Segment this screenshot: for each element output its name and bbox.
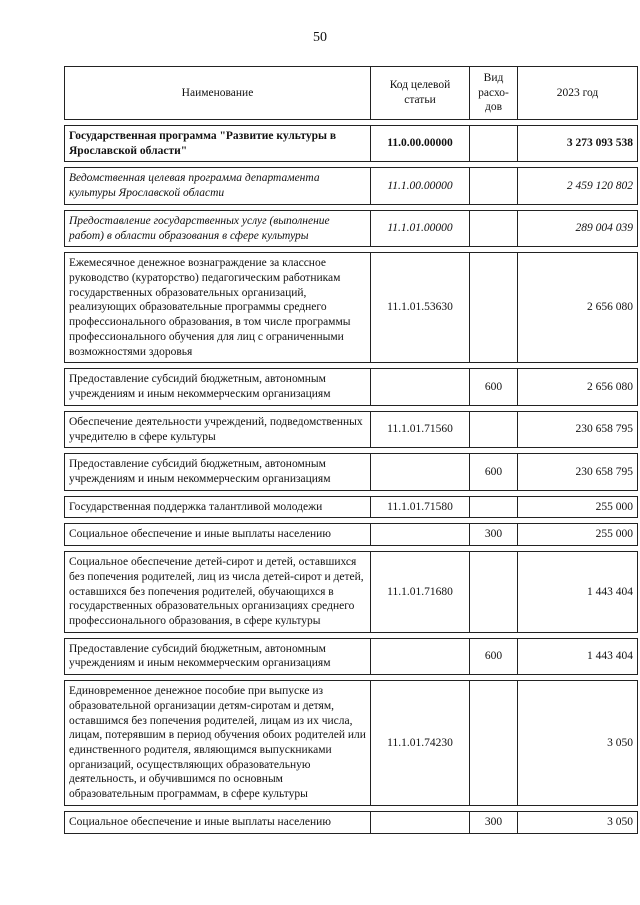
table-row (65, 496, 638, 518)
amount-cell: 2 459 120 802 (518, 168, 638, 204)
expense-type-cell: 300 (470, 524, 518, 546)
amount-cell: 1 443 404 (518, 638, 638, 674)
amount-cell: 289 004 039 (518, 210, 638, 246)
table-row (65, 126, 638, 162)
table-row (65, 638, 638, 674)
code-cell: 11.1.01.71580 (371, 496, 470, 518)
code-cell: 11.1.01.74230 (371, 681, 470, 806)
amount-cell: 255 000 (518, 496, 638, 518)
amount-cell: 3 273 093 538 (518, 126, 638, 162)
code-cell: 11.1.01.71680 (371, 552, 470, 633)
amount-cell: 2 656 080 (518, 369, 638, 405)
amount-cell: 2 656 080 (518, 253, 638, 363)
header-code: Код целевой статьи (371, 67, 470, 120)
expense-type-cell (470, 496, 518, 518)
name-cell: Предоставление субсидий бюджетным, автономным учреждениям и иным некоммерческим организациям (65, 638, 371, 674)
amount-cell: 230 658 795 (518, 454, 638, 490)
page-number: 50 (313, 30, 327, 45)
table-row (65, 369, 638, 405)
header-year: 2023 год (518, 67, 638, 120)
code-cell (371, 638, 470, 674)
expense-type-cell (470, 210, 518, 246)
table-row (65, 253, 638, 363)
code-cell (371, 369, 470, 405)
expense-type-cell (470, 126, 518, 162)
code-cell (371, 524, 470, 546)
expense-type-cell (470, 411, 518, 447)
table-row (65, 168, 638, 204)
name-cell: Единовременное денежное пособие при выпуске из образовательной организации детям-сиротам и детям, оставшимся без попечения родителей, лицам из их числа, лицам, потерявшим в период обучения обоих родителей или единственного родителя, являющимся выпускниками организаций, осуществляющих образовательную деятельность, и обучившимся по основным образовательным программам, в сфере культуры (65, 681, 371, 806)
expense-type-cell (470, 168, 518, 204)
expense-type-cell: 600 (470, 369, 518, 405)
expense-type-cell (470, 681, 518, 806)
name-cell: Социальное обеспечение и иные выплаты населению (65, 524, 371, 546)
code-cell: 11.0.00.00000 (371, 126, 470, 162)
code-cell: 11.1.01.71560 (371, 411, 470, 447)
expense-type-cell: 600 (470, 454, 518, 490)
expense-type-cell (470, 552, 518, 633)
code-cell: 11.1.00.00000 (371, 168, 470, 204)
table-row (65, 811, 638, 833)
table-row (65, 411, 638, 447)
expense-type-cell (470, 253, 518, 363)
header-expense-type: Вид расхо-дов (470, 67, 518, 120)
table-row (65, 524, 638, 546)
expense-type-cell: 300 (470, 811, 518, 833)
code-cell (371, 454, 470, 490)
table-body (65, 120, 638, 834)
table-row (65, 210, 638, 246)
name-cell: Ведомственная целевая программа департамента культуры Ярославской области (65, 168, 371, 204)
amount-cell: 230 658 795 (518, 411, 638, 447)
name-cell: Предоставление субсидий бюджетным, автономным учреждениям и иным некоммерческим организациям (65, 454, 371, 490)
table-row (65, 681, 638, 806)
header-name: Наименование (65, 67, 371, 120)
code-cell (371, 811, 470, 833)
name-cell: Государственная поддержка талантливой молодежи (65, 496, 371, 518)
amount-cell: 3 050 (518, 681, 638, 806)
table-row (65, 552, 638, 633)
name-cell: Социальное обеспечение и иные выплаты населению (65, 811, 371, 833)
table-header-row (65, 67, 638, 120)
name-cell: Ежемесячное денежное вознаграждение за классное руководство (кураторство) педагогическим работникам государственных образовательных организаций, реализующих образовательные программы среднего профессионального образования, в том числе программы профессионального обучения для лиц с ограниченными возможностями здоровья (65, 253, 371, 363)
name-cell: Обеспечение деятельности учреждений, подведомственных учредителю в сфере культуры (65, 411, 371, 447)
name-cell: Социальное обеспечение детей-сирот и детей, оставшихся без попечения родителей, лиц из числа детей-сирот и детей, оставшихся без попечения родителей, обучающихся в государственных образовательных организациях среднего профессионального образования, в сфере культуры (65, 552, 371, 633)
amount-cell: 3 050 (518, 811, 638, 833)
amount-cell: 1 443 404 (518, 552, 638, 633)
code-cell: 11.1.01.53630 (371, 253, 470, 363)
budget-table (64, 66, 638, 834)
code-cell: 11.1.01.00000 (371, 210, 470, 246)
amount-cell: 255 000 (518, 524, 638, 546)
expense-type-cell: 600 (470, 638, 518, 674)
table-row (65, 454, 638, 490)
name-cell: Государственная программа "Развитие культуры в Ярославской области" (65, 126, 371, 162)
name-cell: Предоставление субсидий бюджетным, автономным учреждениям и иным некоммерческим организациям (65, 369, 371, 405)
name-cell: Предоставление государственных услуг (выполнение работ) в области образования в сфере культуры (65, 210, 371, 246)
